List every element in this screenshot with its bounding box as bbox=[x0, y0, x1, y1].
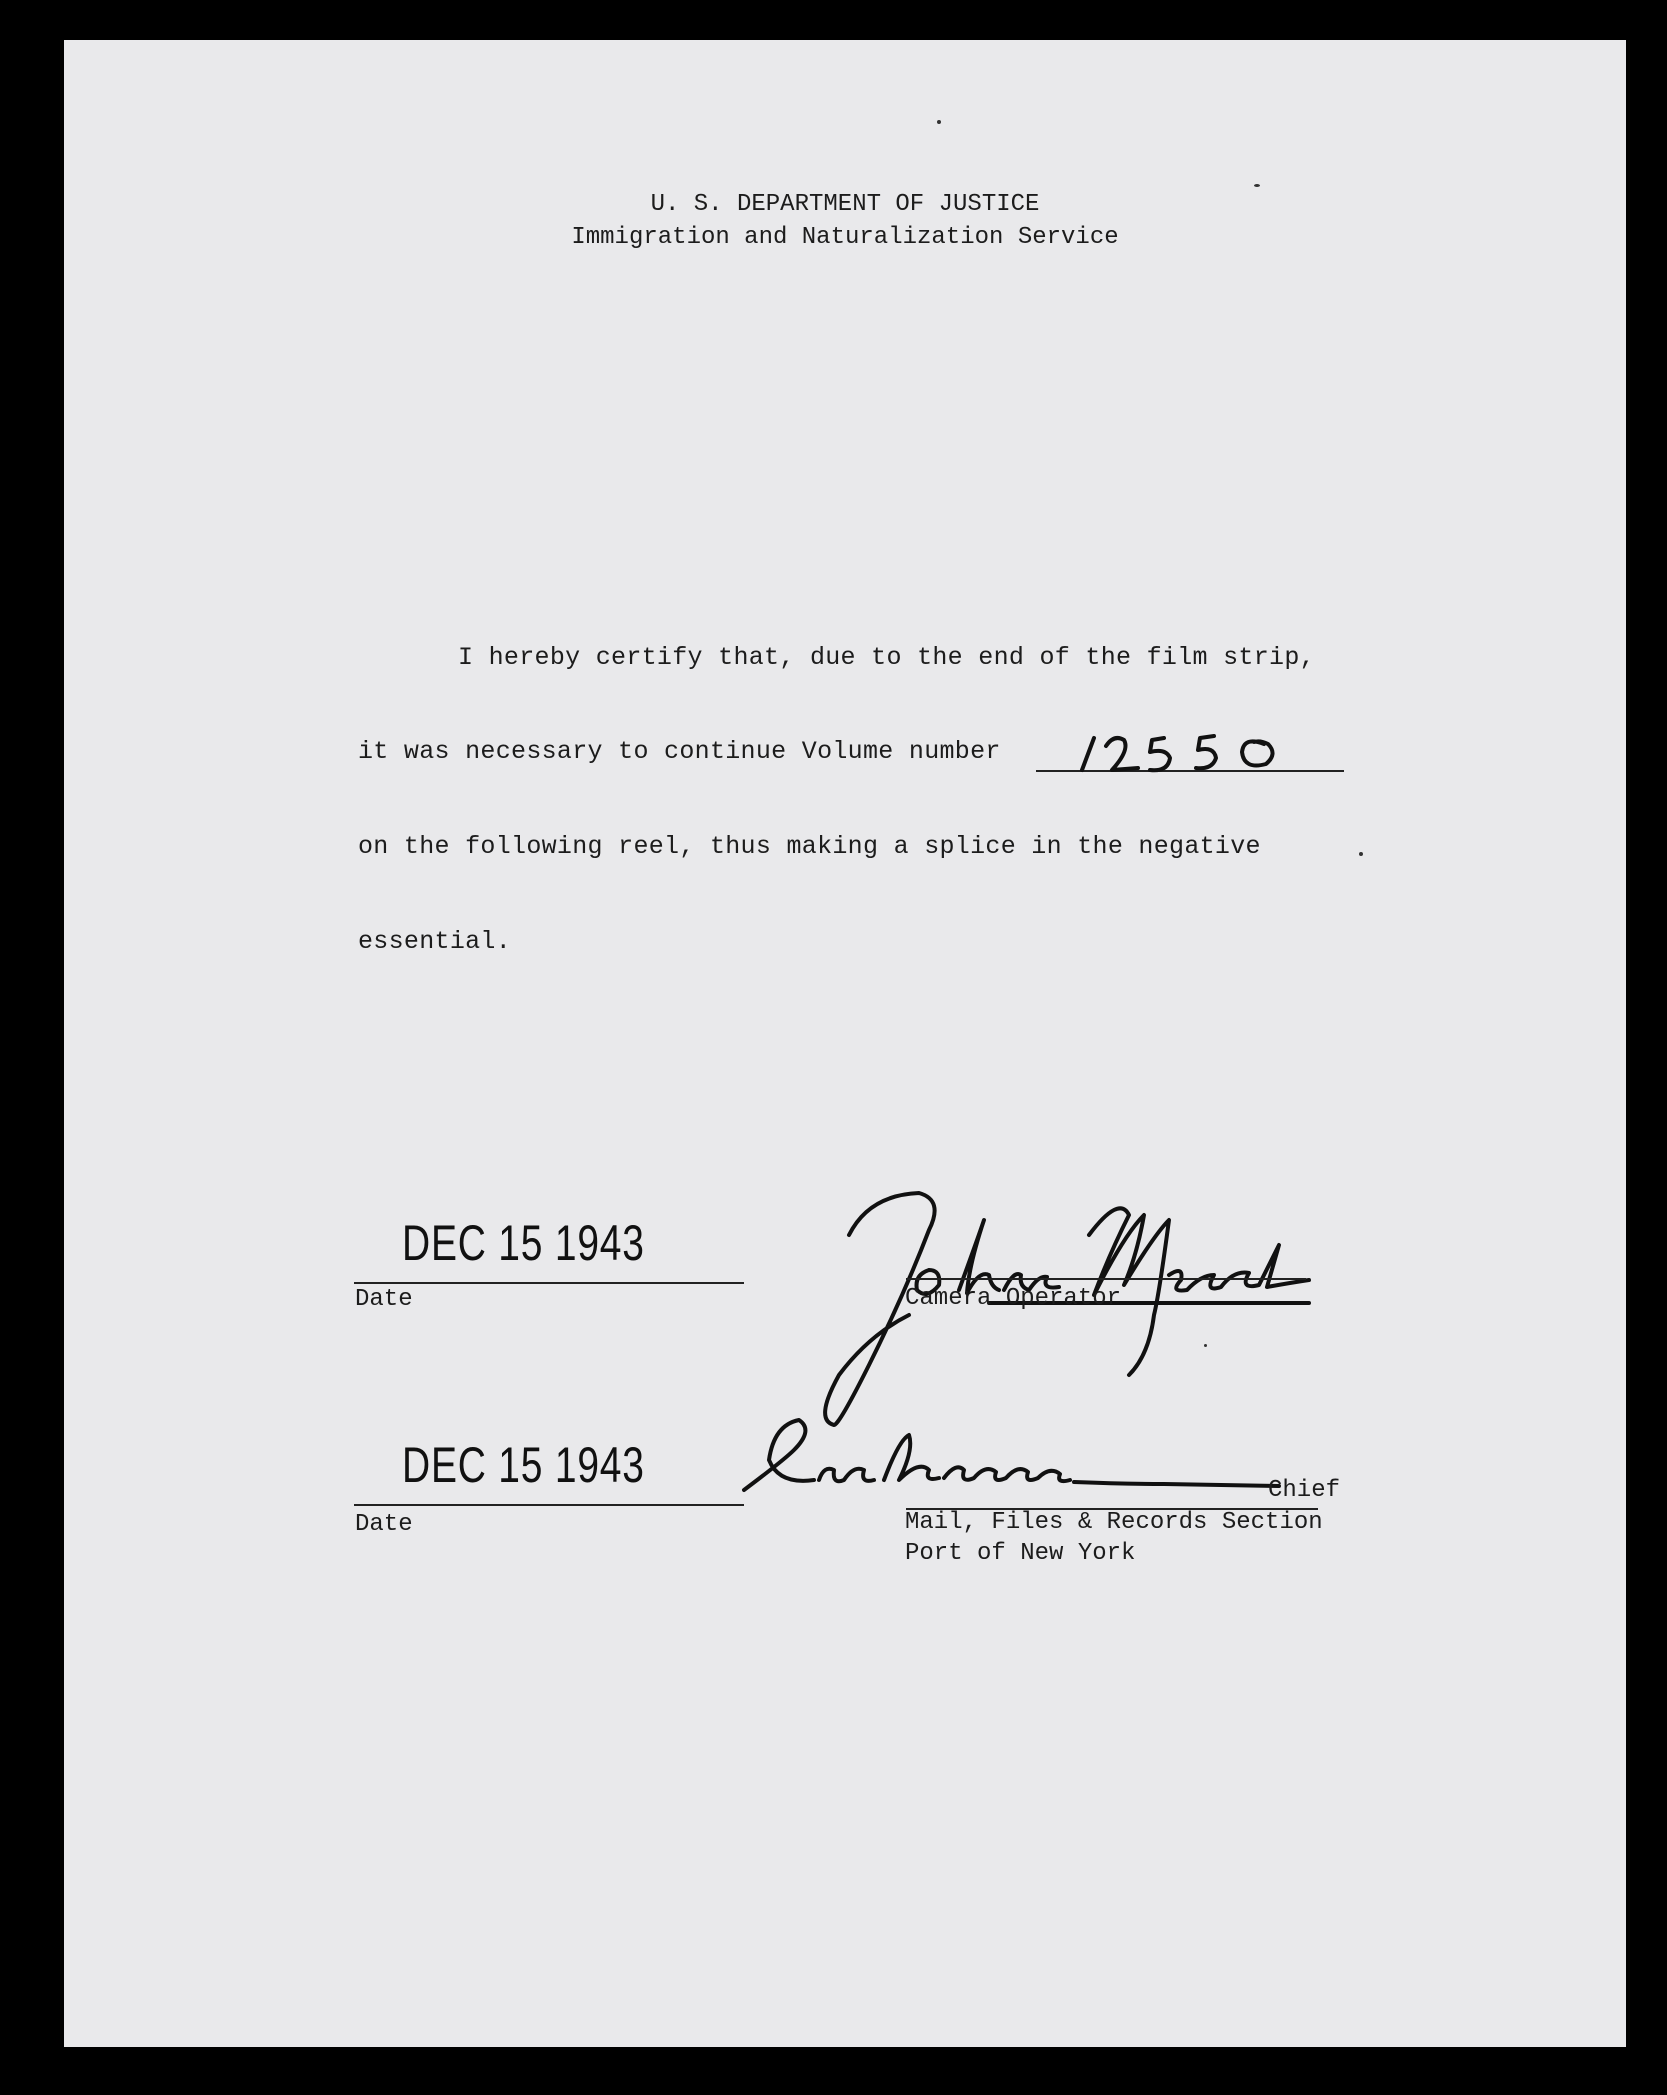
title-mail-files-records: Mail, Files & Records Section bbox=[905, 1509, 1323, 1536]
title-chief: Chief bbox=[1268, 1477, 1341, 1504]
certification-line-3: on the following reel, thus making a splice in the negative bbox=[358, 832, 1261, 861]
date-line-1 bbox=[354, 1282, 744, 1284]
certification-line-1: I hereby certify that, due to the end of the film strip, bbox=[458, 643, 1315, 672]
document-page bbox=[64, 40, 1626, 2047]
date-stamp-2: DEC 15 1943 bbox=[402, 1437, 645, 1493]
signature-section-chief bbox=[724, 1400, 1284, 1510]
paper-speck bbox=[1254, 184, 1260, 187]
date-stamp-1: DEC 15 1943 bbox=[402, 1215, 645, 1271]
title-camera-operator: Camera Operator bbox=[905, 1285, 1122, 1312]
certification-line-4: essential. bbox=[358, 927, 512, 956]
date-line-2 bbox=[354, 1504, 744, 1506]
agency-title: U. S. DEPARTMENT OF JUSTICE bbox=[650, 191, 1040, 218]
date-label-2: Date bbox=[355, 1511, 413, 1538]
paper-speck bbox=[937, 120, 941, 124]
date-label-1: Date bbox=[355, 1286, 413, 1313]
signature-line-1 bbox=[906, 1278, 1306, 1280]
paper-speck bbox=[1204, 1344, 1207, 1347]
paper-speck bbox=[1359, 852, 1363, 856]
title-port-of-new-york: Port of New York bbox=[905, 1540, 1136, 1567]
handwritten-volume-number bbox=[1054, 730, 1314, 780]
agency-subtitle: Immigration and Naturalization Service bbox=[571, 224, 1119, 251]
certification-line-2: it was necessary to continue Volume number bbox=[358, 737, 1001, 766]
